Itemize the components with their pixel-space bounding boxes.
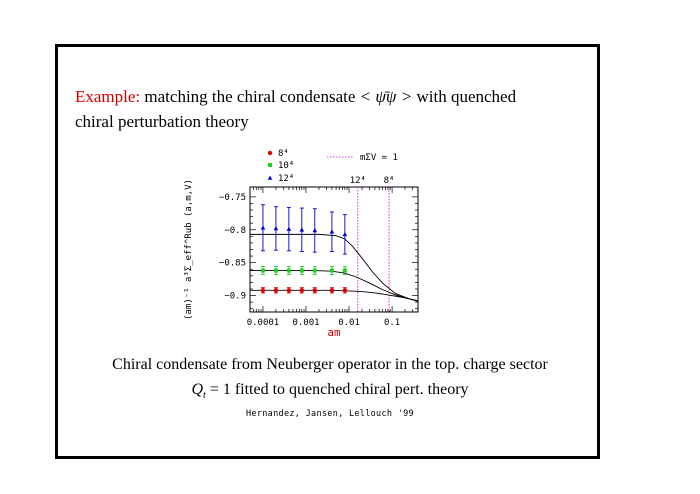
citation: Hernandez, Jansen, Lellouch '99: [246, 409, 414, 419]
legend-label: 10⁴: [278, 161, 295, 171]
data-point: [261, 269, 265, 273]
x-tick-label: 0.0001: [246, 318, 280, 328]
legend-marker: [268, 151, 272, 155]
caption-math-sub: t: [203, 390, 206, 402]
x-tick-label: 0.1: [383, 318, 401, 328]
y-tick-label: −0.8: [224, 225, 246, 236]
data-point: [343, 269, 347, 273]
heading-lead: Example:: [75, 87, 141, 106]
legend-label: 12⁴: [278, 174, 295, 184]
caption-line2-rest: = 1 fitted to quenched chiral pert. theory: [205, 381, 469, 398]
heading-math: < ψ̄ψ >: [359, 87, 413, 106]
heading-text-before: matching the chiral condensate: [140, 87, 360, 106]
caption-math-q: Q: [191, 381, 204, 398]
data-point: [274, 226, 279, 230]
data-point: [313, 269, 317, 273]
data-point: [287, 227, 292, 231]
data-point: [300, 269, 304, 273]
data-point: [274, 288, 278, 292]
legend-marker: [268, 163, 272, 167]
y-axis-label: (am)⁻¹ a³Σ_eff^Rub (a,m,V): [184, 179, 194, 320]
legend-vline-label: mΣV = 1: [360, 153, 398, 163]
data-point: [300, 288, 304, 292]
data-point: [274, 269, 278, 273]
vline-label: 12⁴: [349, 176, 366, 186]
y-tick-label: −0.75: [218, 192, 246, 203]
x-tick-label: 0.001: [292, 318, 320, 328]
data-point: [330, 229, 335, 233]
condensate-chart: [175, 140, 450, 345]
data-point: [287, 288, 291, 292]
data-point: [261, 288, 265, 292]
data-point: [261, 225, 266, 229]
y-tick-label: −0.85: [218, 258, 246, 269]
x-tick-label: 0.01: [338, 318, 360, 328]
data-point: [313, 288, 317, 292]
vline-label: 8⁴: [383, 176, 395, 186]
heading-text-after: with quenched: [412, 87, 517, 106]
legend-label: 8⁴: [278, 149, 289, 159]
legend-marker: [268, 176, 273, 180]
data-point: [312, 228, 317, 232]
data-point: [330, 288, 334, 292]
data-point: [330, 269, 334, 273]
y-tick-label: −0.9: [224, 291, 246, 302]
fit-curve: [250, 271, 418, 301]
data-point: [287, 269, 291, 273]
caption-line1: Chiral condensate from Neuberger operator in the top. charge sector: [112, 356, 548, 373]
data-point: [343, 288, 347, 292]
data-point: [343, 232, 348, 236]
heading-line2: chiral perturbation theory: [75, 112, 249, 131]
data-point: [300, 227, 305, 231]
caption-line2: [60, 381, 600, 401]
slide-heading: [75, 84, 595, 134]
x-axis-label: am: [327, 326, 341, 339]
